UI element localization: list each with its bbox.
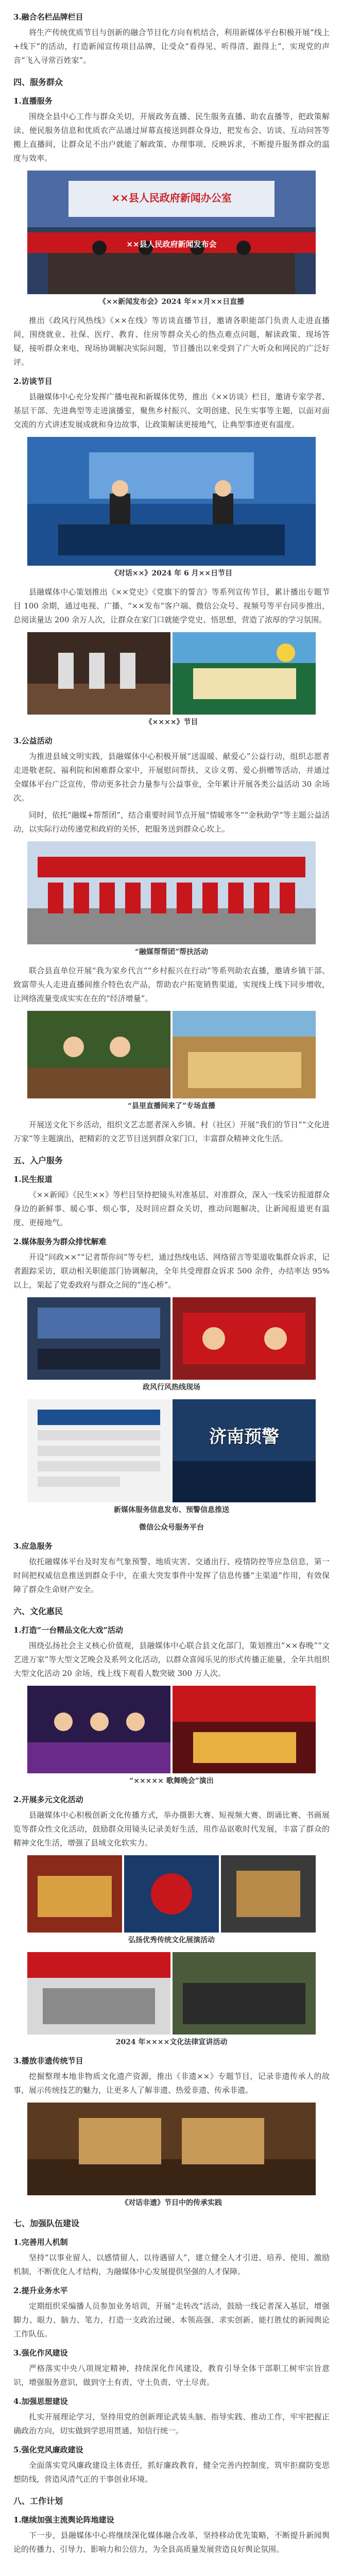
warning-poster-title: 济南预警 (209, 1427, 279, 1447)
subsection-heading: 1.完善用人机制 (13, 2238, 68, 2247)
conference-sign: ××县人民政府新闻办公室 (111, 192, 232, 204)
paragraph: 将生产传统优质节目与创新的融合节目化方向有机结合，利用新媒体平台积极开展“线上+线下”的活动，打造新闻宣传项目品牌，让受众“看得见、听得清、跟得上”，实现党的声音“飞入寻常百姓家”。 (13, 28, 330, 65)
section-heading: 八、工作计划 (13, 2496, 63, 2506)
paragraph: 为推进县域文明实践，县融媒体中心积极开展“送温暖、献爱心”公益行动，组织志愿者走进敬老院、福利院和困难群众家中，开展慰问帮扶、义诊义剪、爱心捐赠等活动，并通过全媒体平台广泛宣传，带动更多社会力量参与公益事业，全年累计开展各类公益活动 30 余场次。 (13, 752, 330, 803)
subsection-heading: 1.继续加强主流舆论阵地建设 (13, 2515, 114, 2524)
subsection-heading: 2.访谈节目 (13, 377, 53, 386)
law-lecture-photo (27, 1952, 170, 2035)
paragraph: 同时，依托“融媒+帮帮团”，结合重要时间节点开展“情暖寒冬”“金秋助学”等主题公益活动，以实际行动传递党和政府的关怀，把服务送到群众心坎上。 (13, 810, 330, 834)
paragraph: 开展送文化下乡活动，组织文艺志愿者深入乡镇、村（社区）开展“我们的节日”“文化进万家”等主题演出，把精彩的文艺节目送到群众家门口，丰富群众精神文化生活。 (13, 1120, 330, 1143)
subsection-heading: 3.播放非遗传统节目 (13, 2056, 83, 2065)
program-photo-grid (27, 632, 316, 715)
figure-caption: 《对话非遗》节目中的传承实践 (121, 2199, 222, 2207)
paragraph: 围绕全县中心工作与群众关切，开展政务直播、民生服务直播、助农直播等，把政策解读、便民服务信息和优质农产品通过屏幕直接送到群众身边，把发布会、访谈、互动问答等搬上直播间，让群众足不出户就能了解政策、办理事项、反映诉求，不断提升服务群众的温度与效率。 (13, 112, 330, 163)
subsection-heading: 5.强化党风廉政建设 (13, 2445, 83, 2454)
hotline-photo (27, 1297, 170, 1380)
paragraph: 推出《政风行风热线》《××在线》等访谈直播节目，邀请各职能部门负责人走进直播间，围绕就业、社保、医疗、教育、住房等群众关心的热点难点问题，解读政策、现场答疑，接听群众来电，现场协调解决实际问题，节目播出以来受到了广大听众和网民的广泛好评。 (13, 316, 330, 367)
section-heading: 3.融合名栏品牌栏目 (13, 12, 83, 22)
figure-caption: “××××× 歌舞晚会”演出 (129, 1777, 214, 1785)
gala-photo (27, 1686, 170, 1773)
figure-caption: 弘扬优秀传统文化展演活动 (128, 1936, 215, 1944)
paragraph: 扎实开展理论学习，坚持用党的创新理论武装头脑、指导实践、推动工作，牢牢把握正确政治方向，切实做到学思用贯通、知信行统一。 (13, 2412, 330, 2435)
tv-studio-photo (27, 437, 316, 566)
subsection-heading: 3.强化作风建设 (13, 2348, 68, 2358)
livestream-photo-grid (27, 1011, 316, 1098)
figure-caption: “县里直播间来了”专场直播 (127, 1102, 216, 1110)
section-heading: 五、入户服务 (13, 1156, 63, 1165)
paragraph: 定期组织采编播人员参加业务培训，开展“走转改”活动，鼓励一线记者深入基层，增强脚力、眼力、脑力、笔力，打造一支政治过硬、本领高强、求实创新、能打胜仗的新闻舆论工作队伍。 (13, 2301, 330, 2338)
subsection-heading: 3.应急服务 (13, 1541, 53, 1551)
paragraph: 联合县直单位开展“我为家乡代言”“乡村振兴在行动”等系列助农直播，邀请乡镇干部、致富带头人走进直播间推介特色农产品，帮助农户拓宽销售渠道，实现线上线下同步增收，让网络流量变成实实在在的“经济增量”。 (13, 966, 330, 1003)
program-photo (27, 632, 170, 715)
subsection-heading: 4.加强思想建设 (13, 2397, 68, 2406)
paragraph: 围绕弘扬社会主义核心价值观，县融媒体中心联合县文化部门，策划推出“××春晚”“文艺进万家”等大型文艺晚会及系列文化活动，以群众喜闻乐见的形式传播正能量，全年共组织大型文化活动 20 余场，线上线下观看人数突破 300 万人次。 (13, 1641, 330, 1678)
paragraph: 县融媒体中心积极创新文化传播方式，举办摄影大赛、短视频大赛、朗诵比赛、书画展览等群众性文化活动，鼓励群众用镜头记录美好生活，用作品讴歌时代发展，丰富了群众的精神文化生活，增强了县域文化软实力。 (13, 1810, 330, 1848)
heritage-program-photo (27, 2103, 316, 2195)
figure-caption: “融媒帮帮团”帮扶活动 (134, 948, 209, 956)
figure-caption: 政风行风热线现场 (143, 1383, 200, 1392)
subsection-heading: 2.提升业务水平 (13, 2286, 68, 2295)
charity-group-photo (27, 841, 316, 944)
culture-photo (221, 1855, 316, 1933)
figure-caption: 《××新闻发布会》2024 年××月××日直播 (98, 298, 245, 306)
paragraph: 《××新闻》《民生××》等栏目坚持把镜头对准基层、对准群众，深入一线采访报道群众身边的新鲜事、暖心事、烦心事，及时回应群众关切，推动问题解决，让新闻报道更有温度、更接地气。 (13, 1190, 330, 1227)
paragraph: 下一步，县融媒体中心将继续深化媒体融合改革，坚持移动优先策略，不断提升新闻舆论的传播力、引导力、影响力和公信力，为全县高质量发展营造良好舆论氛围。 (13, 2531, 330, 2554)
paragraph: 挖掘整理本地非物质文化遗产资源，推出《非遗××》专题节目，记录非遗传承人的故事，展示传统技艺的魅力，让更多人了解非遗、热爱非遗、传承非遗。 (13, 2072, 330, 2095)
figure-caption: 《××××》节目 (145, 718, 198, 726)
paragraph: 县融媒体中心策划推出《××党史》《党旗下的誓言》等系列宣传节目，累计播出专题节目 100 余期，通过电视、广播、“××发布”客户端、微信公众号、视频号等平台同步推出，总阅读量达 200 余万人次，让群众在家门口就能学党史、悟思想，营造了浓厚的学习氛围。 (13, 587, 330, 624)
program-photo (173, 632, 316, 715)
figure-caption: 新媒体服务信息发布、预警信息推送 (114, 1506, 229, 1514)
culture-photo (27, 1855, 122, 1933)
conference-banner: ××县人民政府新闻发布会 (126, 240, 217, 249)
figure-caption: 2024 年××××文化法律宣讲活动 (115, 2038, 228, 2046)
wechat-service-grid (27, 1399, 316, 1502)
subsection-heading: 3.公益活动 (13, 736, 53, 745)
wechat-screenshot (27, 1399, 170, 1502)
paragraph: 县融媒体中心充分发挥广播电视和新媒体优势，推出《××访谈》栏目，邀请专家学者、基层干部、先进典型等走进演播室，聚焦乡村振兴、文明创建、民生实事等主题，以面对面交流的方式讲述发展成就和身边故事，让政策解读更接地气，让典型事迹更有温度。 (13, 392, 330, 429)
paragraph: 全面落实党风廉政建设主体责任，抓好廉政教育，健全完善内控制度，筑牢拒腐防变思想防线，营造风清气正的干事创业环境。 (13, 2461, 330, 2484)
section-heading: 六、文化惠民 (13, 1606, 63, 1616)
gala-photo (173, 1686, 316, 1773)
figure-caption: 《对话××》2024 年 6 月××日节目 (110, 569, 233, 578)
figure-caption: 微信公众号服务平台 (139, 1523, 204, 1532)
law-lecture-photo (173, 1952, 316, 2035)
section-heading: 七、加强队伍建设 (13, 2218, 80, 2228)
paragraph: 依托融媒体平台及时发布气象预警、地质灾害、交通出行、疫情防控等应急信息，第一时间把权威信息推送到群众手中，在重大突发事件中发挥了信息传播“主渠道”作用，有效保障了群众生命财产安全。 (13, 1557, 330, 1594)
hotline-photo (173, 1297, 316, 1380)
gala-photo-grid (27, 1686, 316, 1773)
paragraph: 坚持“以事业留人、以感情留人、以待遇留人”，建立健全人才引进、培养、使用、激励机制，不断优化人才结构，为融媒体中心发展提供坚强的人才保障。 (13, 2253, 330, 2276)
livestream-photo (27, 1011, 170, 1098)
livestream-photo (173, 1011, 316, 1098)
section-heading: 四、服务群众 (13, 77, 63, 87)
subsection-heading: 1.直播服务 (13, 96, 53, 106)
culture-photo-grid (27, 1855, 316, 1933)
paragraph: 开设“问政××”“记者帮你问”等专栏，通过热线电话、网络留言等渠道收集群众诉求，记者跟踪采访，联动相关职能部门协调解决，全年共受理群众诉求 500 余件，办结率达 95%以上，架起了党委政府与群众之间的“连心桥”。 (13, 1252, 330, 1290)
law-lecture-photo-grid (27, 1952, 316, 2035)
subsection-heading: 1.民生报道 (13, 1175, 53, 1184)
subsection-heading: 2.媒体服务为群众排忧解难 (13, 1237, 107, 1246)
subsection-heading: 1.打造“一台精品文化大戏”活动 (13, 1625, 123, 1635)
paragraph: 严格落实中央八项规定精神，持续深化作风建设，教育引导全体干部职工树牢宗旨意识，增强服务意识，做到守土有责、守土负责、守土尽责。 (13, 2364, 330, 2387)
warning-poster (173, 1399, 316, 1502)
hotline-photo-grid (27, 1297, 316, 1380)
subsection-heading: 2.开展多元文化活动 (13, 1795, 83, 1804)
culture-photo (124, 1855, 219, 1933)
press-conference-photo (27, 171, 316, 294)
